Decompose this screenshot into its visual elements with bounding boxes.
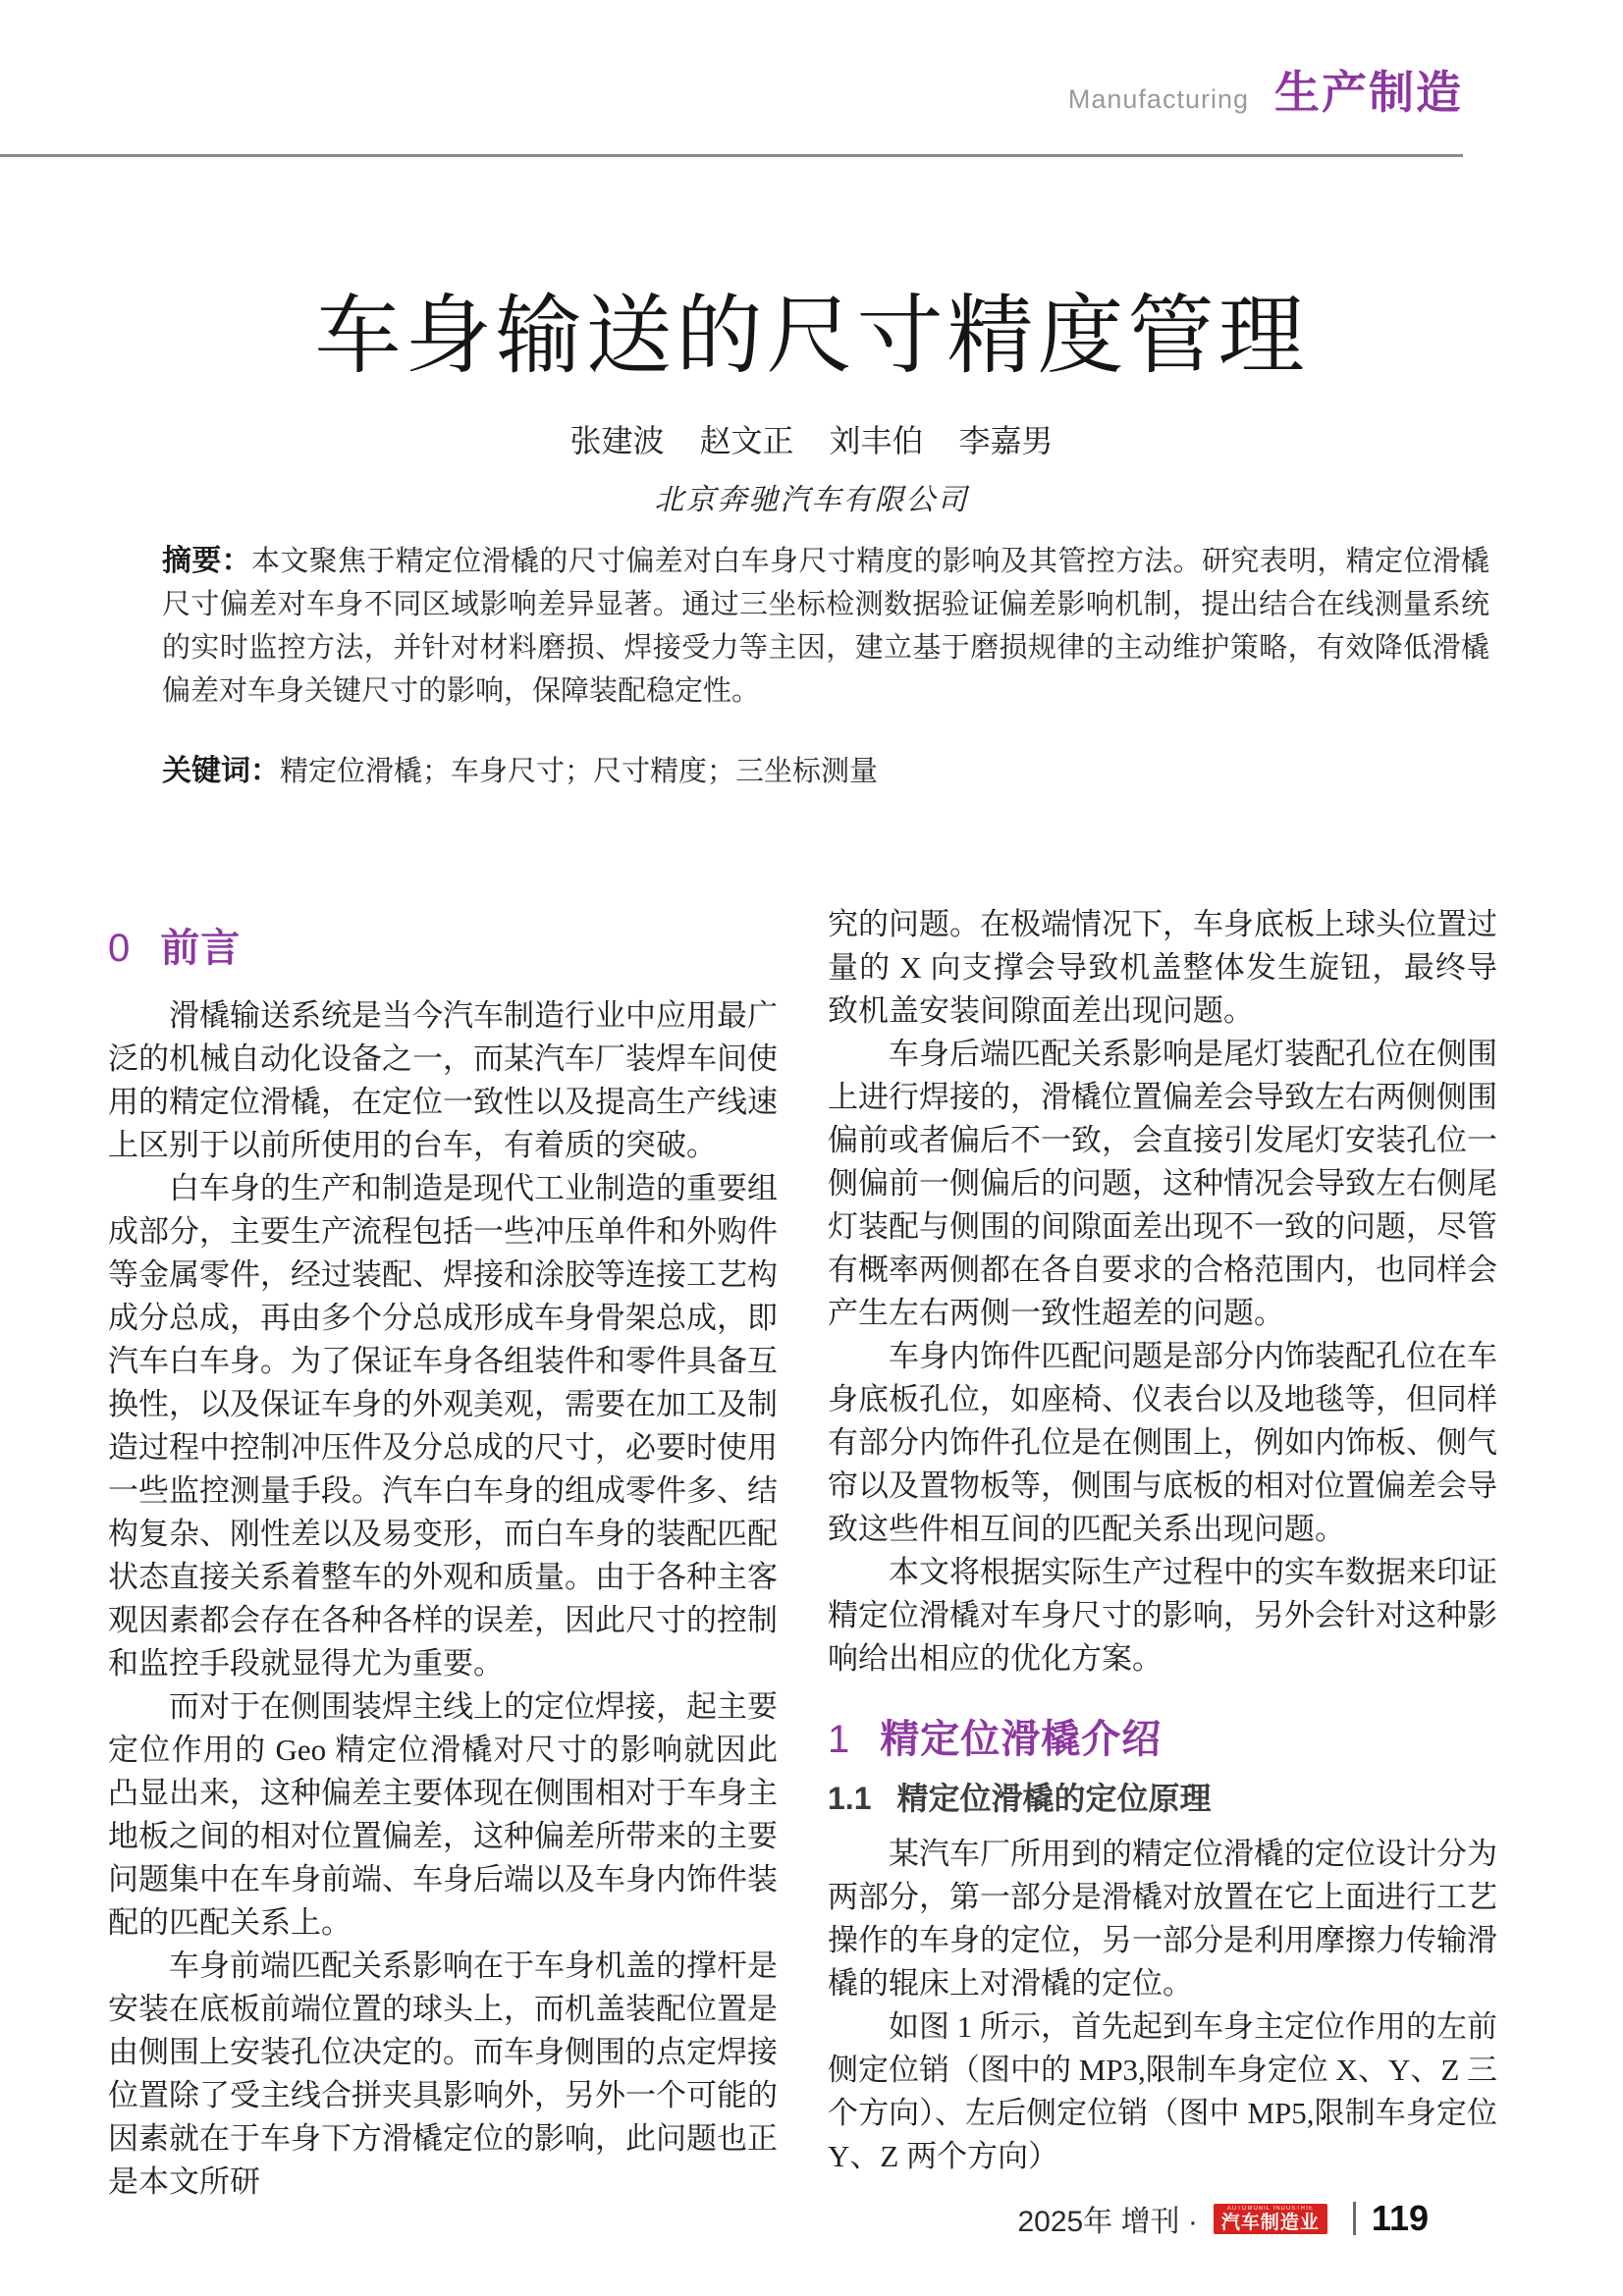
header-label-zh: 生产制造 bbox=[1274, 67, 1463, 118]
footer-issue-text: 2025年 增刊 · bbox=[1017, 2206, 1198, 2238]
footer-divider bbox=[1353, 2202, 1356, 2235]
keywords-label: 关键词： bbox=[162, 755, 280, 787]
paragraph: 白车身的生产和制造是现代工业制造的重要组成部分，主要生产流程包括一些冲压单件和外购件等金属零件，经过装配、焊接和涂胶等连接工艺构成分总成，再由多个分总成形成车身骨架总成，即汽车白车身。为了保证车身各组装件和零件具备互换性，以及保证车身的外观美观，需要在加工及制造过程中控制冲压件及分总成的尺寸，必要时使用一些监控测量手段。汽车白车身的组成零件多、结构复杂、刚性差以及易变形，而白车身的装配匹配状态直接关系着整车的外观和质量。由于各种主客观因素都会存在各种各样的误差，因此尺寸的控制和监控手段就显得尤为重要。 bbox=[108, 1171, 778, 1681]
paragraph: 车身后端匹配关系影响是尾灯装配孔位在侧围上进行焊接的，滑橇位置偏差会导致左右两侧侧围偏前或者偏后不一致，会直接引发尾灯安装孔位一侧偏前一侧偏后的问题，这种情况会导致左右侧尾灯装配与侧围的间隙面差出现不一致的问题，尽管有概率两侧都在各自要求的合格范围内，也同样会产生左右两侧一致性超差的问题。 bbox=[828, 1037, 1497, 1330]
section-heading-1 bbox=[828, 1708, 1497, 1764]
journal-logo-subtitle: AUTOMOBIL INDUSTRIE bbox=[1226, 2205, 1314, 2212]
author-name: 赵文正 bbox=[699, 423, 794, 458]
subsection-number: 1.1 bbox=[828, 1781, 872, 1816]
right-column bbox=[828, 903, 1497, 2178]
abstract-block bbox=[162, 540, 1489, 713]
paragraph: 滑橇输送系统是当今汽车制造行业中应用最广泛的机械自动化设备之一，而某汽车厂装焊车间使用的精定位滑橇，在定位一致性以及提高生产线速上区别于以前所使用的台车，有着质的突破。 bbox=[108, 998, 778, 1162]
page-number: 119 bbox=[1371, 2198, 1429, 2238]
author-name: 刘丰伯 bbox=[829, 423, 924, 458]
paragraph: 车身前端匹配关系影响在于车身机盖的撑杆是安装在底板前端位置的球头上，而机盖装配位置是由侧围上安装孔位决定的。而车身侧围的点定焊接位置除了受主线合拼夹具影响外，另外一个可能的因素就在于车身下方滑橇定位的影响，此问题也正是本文所研 bbox=[108, 1949, 778, 2199]
paragraph-continuation: 究的问题。在极端情况下，车身底板上球头位置过量的 X 向支撑会导致机盖整体发生旋钮，最终导致机盖安装间隙面差出现问题。 bbox=[828, 907, 1497, 1028]
keywords-text: 精定位滑橇；车身尺寸；尺寸精度；三坐标测量 bbox=[280, 756, 879, 787]
subsection-heading-1-1 bbox=[828, 1774, 1497, 1819]
author-name: 张建波 bbox=[569, 423, 665, 458]
page-footer bbox=[1018, 2197, 1430, 2240]
paragraph: 车身内饰件匹配问题是部分内饰装配孔位在车身底板孔位，如座椅、仪表台以及地毯等，但同样有部分内饰件孔位是在侧围上，例如内饰板、侧气帘以及置物板等，侧围与底板的相对位置偏差会导致这些件相互间的匹配关系出现问题。 bbox=[828, 1339, 1497, 1546]
section-number: 0 bbox=[108, 927, 132, 970]
section-title: 前言 bbox=[160, 927, 242, 970]
page-header bbox=[1068, 57, 1463, 122]
article-title: 车身输送的尺寸精度管理 bbox=[314, 287, 1309, 384]
abstract-text: 本文聚焦于精定位滑橇的尺寸偏差对白车身尺寸精度的影响及其管控方法。研究表明，精定位滑橇尺寸偏差对车身不同区域影响差异显著。通过三坐标检测数据验证偏差影响机制，提出结合在线测量系统的实时监控方法，并针对材料磨损、焊接受力等主因，建立基于磨损规律的主动维护策略，有效降低滑橇偏差对车身关键尺寸的影响，保障装配稳定性。 bbox=[162, 546, 1489, 707]
paragraph: 某汽车厂所用到的精定位滑橇的定位设计分为两部分，第一部分是滑橇对放置在它上面进行工艺操作的车身的定位，另一部分是利用摩擦力传输滑橇的辊床上对滑橇的定位。 bbox=[828, 1837, 1497, 2001]
section-title: 精定位滑橇介绍 bbox=[880, 1718, 1163, 1761]
paragraph: 如图 1 所示，首先起到车身主定位作用的左前侧定位销（图中的 MP3,限制车身定位 X、Y、Z 三个方向）、左后侧定位销（图中 MP5,限制车身定位 Y、Z 两个方向） bbox=[828, 2009, 1498, 2173]
journal-logo-title: 汽车制造业 bbox=[1220, 2212, 1320, 2233]
paragraph: 而对于在侧围装焊主线上的定位焊接，起主要定位作用的 Geo 精定位滑橇对尺寸的影响就因此凸显出来，这种偏差主要体现在侧围相对于车身主地板之间的相对位置偏差，这种偏差所带来的主要问题集中在车身前端、车身后端以及车身内饰件装配的匹配关系上。 bbox=[108, 1689, 778, 1940]
keywords-block bbox=[162, 750, 1489, 793]
header-label-en: Manufacturing bbox=[1067, 84, 1249, 114]
section-number: 1 bbox=[828, 1718, 851, 1761]
left-column bbox=[108, 903, 778, 2204]
journal-logo bbox=[1214, 2204, 1327, 2234]
abstract-label: 摘要： bbox=[162, 545, 251, 577]
subsection-title: 精定位滑橇的定位原理 bbox=[896, 1781, 1212, 1816]
author-name: 李嘉男 bbox=[958, 423, 1054, 458]
authors-line bbox=[0, 416, 1623, 461]
header-rule bbox=[0, 154, 1463, 157]
affiliation: 北京奔驰汽车有限公司 bbox=[654, 484, 969, 516]
paragraph: 本文将根据实际生产过程中的实车数据来印证精定位滑橇对车身尺寸的影响，另外会针对这种影响给出相应的优化方案。 bbox=[828, 1555, 1497, 1676]
section-heading-0 bbox=[108, 917, 778, 973]
